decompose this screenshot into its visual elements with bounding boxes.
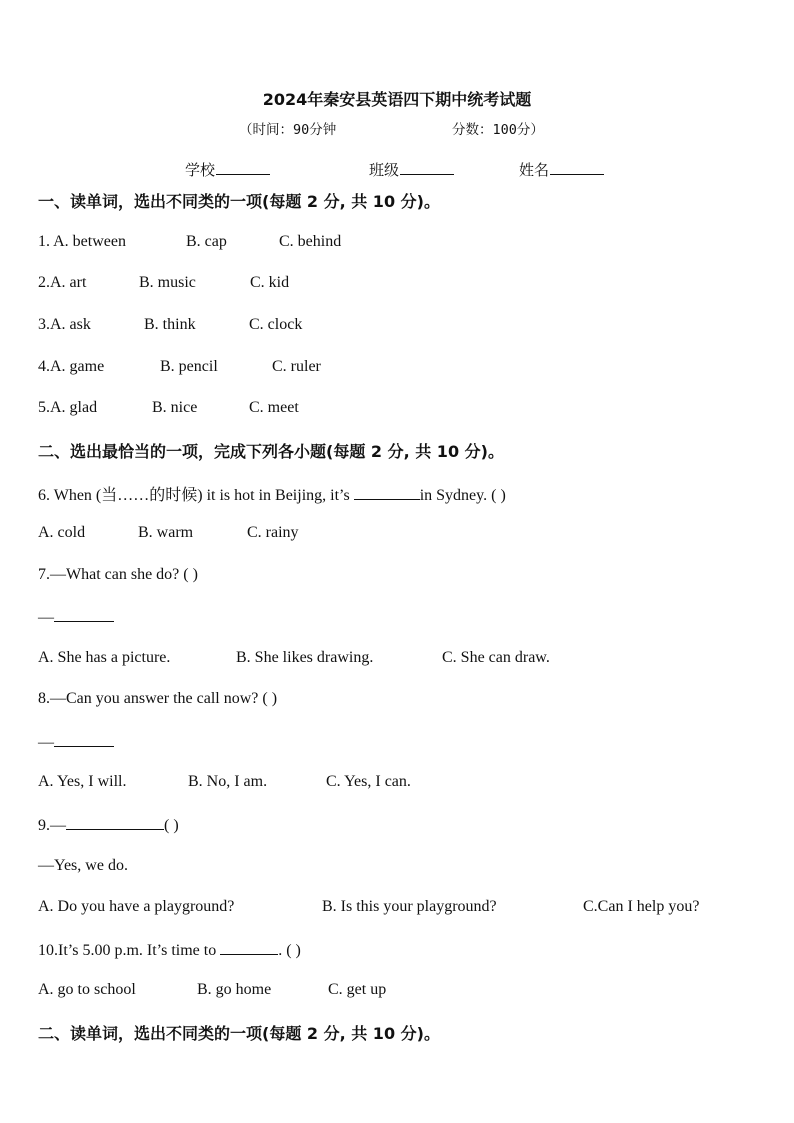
question-7-dash: — [38, 609, 54, 626]
school-blank[interactable] [216, 160, 270, 175]
question-10-stem-b: . ( ) [278, 942, 301, 959]
class-label: 班级 [369, 161, 400, 179]
question-4-a: 4.A. game [38, 358, 105, 375]
section-heading-2: 二、选出最恰当的一项，完成下列各小题(每题 2 分, 共 10 分)。 [38, 442, 504, 461]
school-label: 学校 [185, 161, 216, 179]
name-label: 姓名 [519, 161, 550, 179]
question-8-blank[interactable] [54, 732, 114, 747]
class-blank[interactable] [400, 160, 454, 175]
question-6-b: B. warm [138, 524, 194, 541]
question-2-c: C. kid [250, 274, 290, 291]
section-heading-3: 二、读单词，选出不同类的一项(每题 2 分, 共 10 分)。 [38, 1024, 440, 1043]
question-2-b: B. music [139, 274, 196, 291]
question-7-c: C. She can draw. [442, 649, 550, 666]
question-1-a: 1. A. between [38, 233, 126, 250]
question-8-a: A. Yes, I will. [38, 773, 127, 790]
question-8-answer [38, 732, 114, 752]
question-8-stem: 8.—Can you answer the call now? ( ) [38, 690, 278, 707]
question-4-c: C. ruler [272, 358, 321, 375]
question-8-b: B. No, I am. [188, 773, 268, 790]
question-4-b: B. pencil [160, 358, 218, 375]
question-1-b: B. cap [186, 233, 227, 250]
page-title: 2024年秦安县英语四下期中统考试题 [262, 90, 532, 109]
section-heading-1: 一、读单词，选出不同类的一项(每题 2 分, 共 10 分)。 [38, 192, 440, 211]
question-2-a: 2.A. art [38, 274, 87, 291]
question-8-c: C. Yes, I can. [326, 773, 411, 790]
question-3-b: B. think [144, 316, 196, 333]
question-6-c: C. rainy [247, 524, 299, 541]
question-7-stem: 7.—What can she do? ( ) [38, 566, 198, 583]
question-10-b: B. go home [197, 981, 272, 998]
question-3-a: 3.A. ask [38, 316, 91, 333]
school-field [185, 159, 270, 180]
question-9-stem-b: ( ) [164, 817, 179, 834]
question-7-answer [38, 607, 114, 627]
question-5-c: C. meet [249, 399, 299, 416]
question-10-stem-a: 10.It’s 5.00 p.m. It’s time to [38, 942, 221, 959]
question-5-b: B. nice [152, 399, 198, 416]
exam-score: 分数：100分） [452, 122, 544, 138]
question-7-b: B. She likes drawing. [236, 649, 374, 666]
question-6-stem-b: in Sydney. ( ) [419, 487, 506, 504]
question-10-c: C. get up [328, 981, 387, 998]
question-9-a: A. Do you have a playground? [38, 898, 235, 915]
question-9-stem-a: 9.— [38, 817, 66, 834]
class-field [369, 159, 454, 180]
question-3-c: C. clock [249, 316, 303, 333]
question-9-reply: —Yes, we do. [38, 857, 128, 874]
question-9-blank[interactable] [66, 815, 164, 830]
question-7-a: A. She has a picture. [38, 649, 171, 666]
question-9-b: B. Is this your playground? [322, 898, 497, 915]
question-6-blank[interactable] [354, 485, 420, 500]
question-9-stem [38, 815, 179, 835]
question-8-dash: — [38, 734, 54, 751]
question-6-stem-a: 6. When (当……的时候) it is hot in Beijing, it’s [38, 487, 354, 504]
question-5-a: 5.A. glad [38, 399, 98, 416]
question-10-blank[interactable] [220, 940, 278, 955]
question-1-c: C. behind [279, 233, 342, 250]
exam-time: （时间：90分钟 [239, 122, 337, 138]
question-10-a: A. go to school [38, 981, 136, 998]
question-7-blank[interactable] [54, 607, 114, 622]
question-6-a: A. cold [38, 524, 86, 541]
name-blank[interactable] [550, 160, 604, 175]
name-field [519, 159, 604, 180]
question-6-stem [38, 482, 506, 505]
question-9-c: C.Can I help you? [583, 898, 700, 915]
question-10-stem [38, 940, 301, 960]
